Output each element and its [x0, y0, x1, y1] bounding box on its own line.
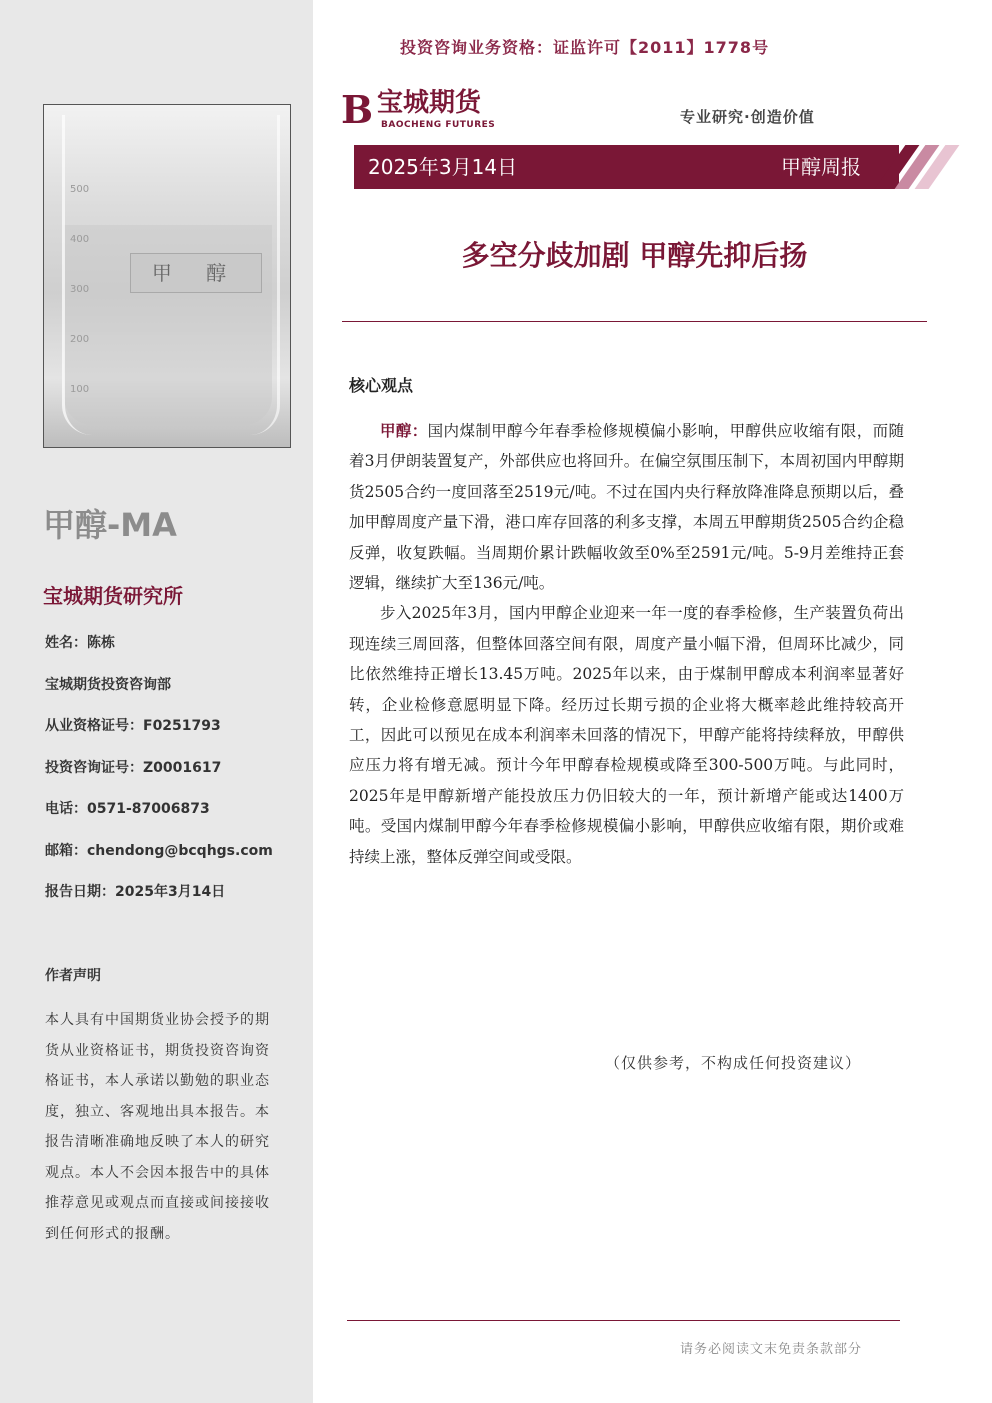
author-email: 邮箱：chendong@bcqhgs.com: [45, 842, 273, 859]
paragraph-1-lead: 甲醇：: [380, 421, 428, 440]
paragraph-1-text: 国内煤制甲醇今年春季检修规模偏小影响，甲醇供应收缩有限，而随着3月伊朗装置复产，外部供应也将回升。在偏空氛围压制下，本周初国内甲醇期货2505合约一度回落至2519元/吨。不过在国内央行释放降准降息预期以后，叠加甲醇周度产量下滑，港口库存回落的利多支撑，本周五甲醇期货2505合约企稳反弹，收复跌幅。当周期价累计跌幅收敛至0%至2591元/吨。5-9月差维持正套逻辑，继续扩大至136元/吨。: [349, 422, 904, 593]
logo-name-cn: 宝城期货: [377, 88, 482, 118]
methanol-beaker-photo: [43, 104, 291, 448]
report-banner: [354, 145, 899, 189]
disclaimer: （仅供参考，不构成任何投资建议）: [605, 1054, 862, 1072]
footer-divider: [347, 1320, 900, 1321]
headline-divider: [342, 321, 927, 322]
beaker-scale: 500 400 300 200 100: [70, 184, 90, 395]
consulting-license: 投资咨询证号：Z0001617: [45, 759, 222, 776]
author-info: [45, 632, 273, 923]
paragraph-2: 步入2025年3月，国内甲醇企业迎来一年一度的春季检修，生产装置负荷出现连续三周回落，但整体回落空间有限，周度产量小幅下滑，但周环比减少，同比依然维持正增长13.45万吨。2025年以来，由于煤制甲醇成本利润率显著好转，企业检修意愿明显下降。经历过长期亏损的企业将大概率趁此维持较高开工，因此可以预见在成本利润率未回落的情况下，甲醇产能将持续释放，甲醇供应压力将有增无减。预计今年甲醇春检规模或降至300-500万吨。与此同时，2025年是甲醇新增产能投放压力仍旧较大的一年，预计新增产能或达1400万吨。受国内煤制甲醇今年春季检修规模偏小影响，甲醇供应收缩有限，期价或难持续上涨，整体反弹空间或受限。: [349, 604, 904, 866]
logo-name-en: BAOCHENG FUTURES: [381, 120, 496, 130]
logo-mark-icon: B: [341, 87, 374, 132]
paragraph-1: [349, 416, 904, 598]
core-view-title: 核心观点: [349, 376, 414, 395]
report-body: [349, 416, 904, 872]
banner-report-type: 甲醇周报: [781, 155, 861, 179]
author-department: 宝城期货投资咨询部: [45, 676, 171, 693]
banner-date: 2025年3月14日: [368, 155, 518, 179]
institute-name: 宝城期货研究所: [43, 584, 183, 608]
qualification-line: 投资咨询业务资格：证监许可【2011】1778号: [400, 38, 770, 57]
beaker-label: 甲 醇: [130, 253, 262, 293]
report-headline: 多空分歧加剧 甲醇先抑后扬: [461, 239, 808, 272]
report-date: 报告日期：2025年3月14日: [45, 884, 226, 900]
author-name: 姓名：陈栋: [45, 635, 115, 651]
declaration-body: 本人具有中国期货业协会授予的期货从业资格证书，期货投资咨询资格证书，本人承诺以勤勉的职业态度，独立、客观地出具本报告。本报告清晰准确地反映了本人的研究观点。本人不会因本报告中的具体推荐意见或观点而直接或间接接收到任何形式的报酬。: [45, 1012, 270, 1242]
declaration-title: 作者声明: [45, 968, 101, 984]
practice-license: 从业资格证号：F0251793: [45, 718, 221, 734]
author-phone: 电话：0571-87006873: [45, 801, 210, 817]
product-code: 甲醇-MA: [43, 506, 177, 544]
footer-notice: 请务必阅读文末免责条款部分: [680, 1342, 863, 1357]
company-logo: [341, 88, 511, 136]
sidebar: [0, 0, 313, 1403]
slogan: 专业研究·创造价值: [680, 108, 815, 126]
